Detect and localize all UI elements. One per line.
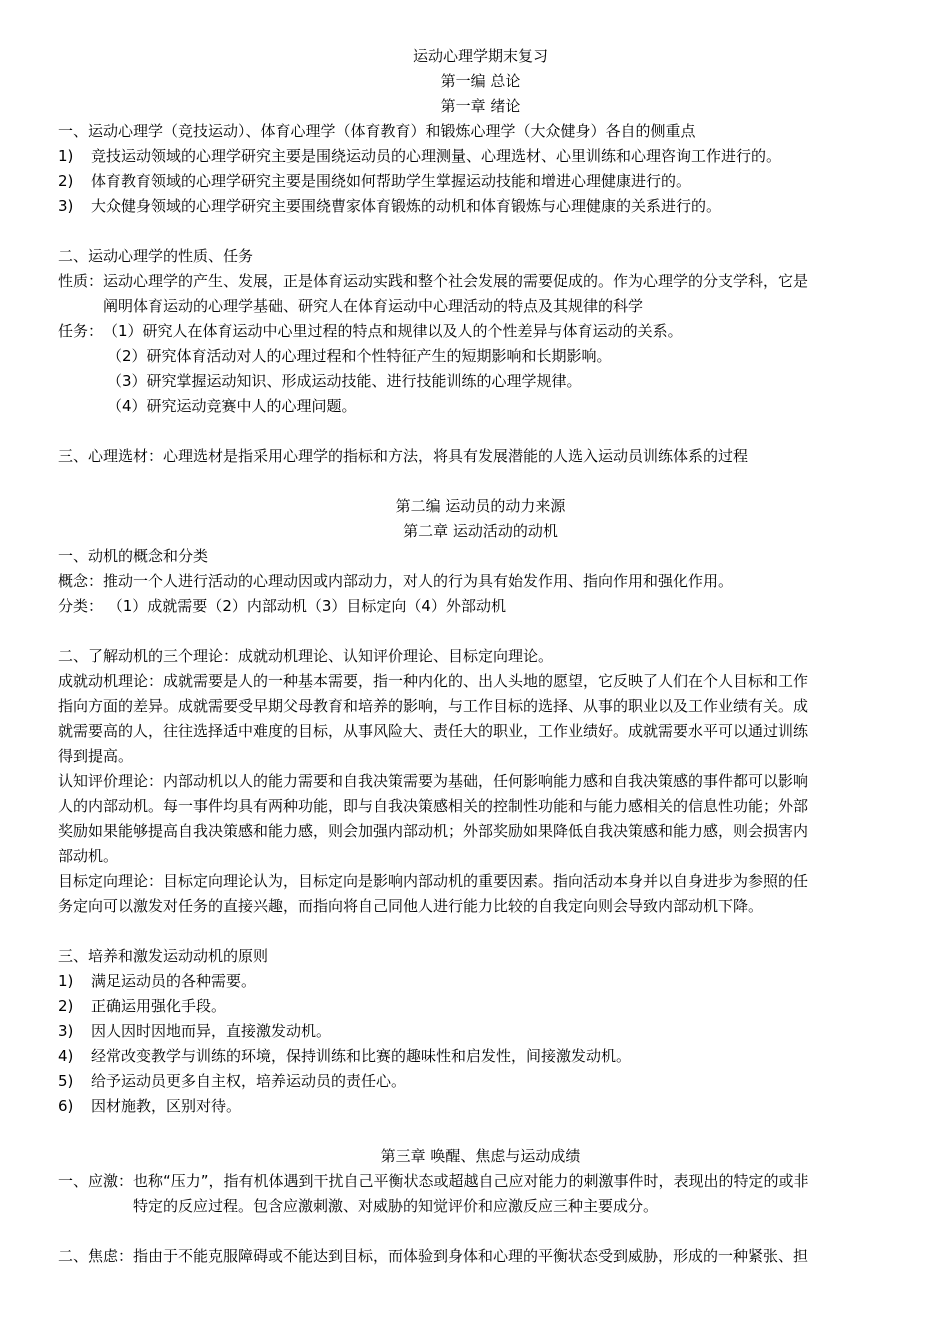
- list-number: 6): [58, 1097, 74, 1115]
- list-number: 2): [58, 997, 74, 1015]
- list-item: [58, 1094, 903, 1119]
- list-item: [58, 1069, 903, 1094]
- list-number: 3): [58, 197, 74, 215]
- list-number: 1): [58, 972, 74, 990]
- spacer: [58, 219, 903, 244]
- paragraph-line: 人的内部动机。每一事件均具有两种功能，即与自我决策感相关的控制性功能和与能力感相关的信息性功能；外部: [58, 797, 809, 815]
- concept-text: 概念：推动一个人进行活动的心理动因或内部动力，对人的行为具有始发作用、指向作用和强化作用。: [58, 572, 734, 590]
- chapter2-heading: 第二章 运动活动的动机: [403, 522, 558, 540]
- nature-line: 阐明体育运动的心理学基础、研究人在体育运动中心理活动的特点及其规律的科学: [103, 297, 644, 315]
- stress-line: 也称“压力”，指有机体遇到干扰自己平衡状态或超越自己应对能力的刺激事件时，表现出的特定的或非: [133, 1172, 809, 1190]
- list-number: 2): [58, 172, 74, 190]
- part1-heading: 第一编 总论: [440, 72, 521, 90]
- list-text: 竞技运动领域的心理学研究主要是围绕运动员的心理测量、心理选材、心里训练和心理咨询工作进行的。: [91, 147, 782, 165]
- task-item: （3）研究掌握运动知识、形成运动技能、进行技能训练的心理学规律。: [107, 372, 582, 390]
- document-content: [58, 44, 903, 1269]
- spacer: [58, 419, 903, 444]
- stress-line: 特定的反应过程。包含应激刺激、对威胁的知觉评价和应激反应三种主要成分。: [133, 1197, 659, 1215]
- paragraph-line: 成就动机理论：成就需要是人的一种基本需要，指一种内化的、出人头地的愿望，它反映了人们在个人目标和工作: [58, 672, 809, 690]
- spacer: [58, 619, 903, 644]
- list-item: [58, 194, 903, 219]
- paragraph-line: 部动机。: [58, 847, 119, 865]
- spacer: [58, 919, 903, 944]
- paragraph-line: 务定向可以激发对任务的直接兴趣，而指向将自己同他人进行能力比较的自我定向则会导致内部动机下降。: [58, 897, 764, 915]
- task-paragraph: [58, 319, 903, 344]
- document-title: 运动心理学期末复习: [412, 47, 548, 65]
- paragraph-line: 奖励如果能够提高自我决策感和能力感，则会加强内部动机；外部奖励如果降低自我决策感和能力感，则会损害内: [58, 822, 809, 840]
- anxiety-text: 二、焦虑：指由于不能克服障碍或不能达到目标，而体验到身体和心理的平衡状态受到威胁，形成的一种紧张、担: [58, 1247, 809, 1265]
- nature-line: 运动心理学的产生、发展，正是体育运动实践和整个社会发展的需要促成的。作为心理学的分支学科，它是: [103, 272, 809, 290]
- section-heading: 一、动机的概念和分类: [58, 547, 209, 565]
- nature-label: 性质：: [58, 272, 104, 290]
- list-text: 正确运用强化手段。: [91, 997, 227, 1015]
- list-number: 1): [58, 147, 74, 165]
- section-heading: 一、运动心理学（竞技运动）、体育心理学（体育教育）和锻炼心理学（大众健身）各自的侧重点: [58, 122, 696, 140]
- list-text: 因材施教，区别对待。: [91, 1097, 242, 1115]
- task-body: [103, 319, 903, 344]
- task-item: （4）研究运动竞赛中人的心理问题。: [107, 397, 357, 415]
- part2-heading: 第二编 运动员的动力来源: [395, 497, 566, 515]
- stress-label: 一、应激：: [58, 1172, 134, 1190]
- list-item: [58, 1019, 903, 1044]
- section-heading: 三、心理选材：心理选材是指采用心理学的指标和方法，将具有发展潜能的人选入运动员训练体系的过程: [58, 447, 749, 465]
- paragraph-line: 就需要高的人，往往选择适中难度的目标，从事风险大、责任大的职业，工作业绩好。成就需要水平可以通过训练: [58, 722, 809, 740]
- section-heading: 三、培养和激发运动动机的原则: [58, 947, 269, 965]
- list-text: 大众健身领域的心理学研究主要围绕曹家体育锻炼的动机和体育锻炼与心理健康的关系进行的。: [91, 197, 722, 215]
- list-text: 体育教育领域的心理学研究主要是围绕如何帮助学生掌握运动技能和增进心理健康进行的。: [91, 172, 692, 190]
- list-item: [58, 169, 903, 194]
- paragraph-line: 认知评价理论：内部动机以人的能力需要和自我决策需要为基础，任何影响能力感和自我决策感的事件都可以影响: [58, 772, 809, 790]
- list-item: [58, 1044, 903, 1069]
- list-number: 3): [58, 1022, 74, 1040]
- list-text: 满足运动员的各种需要。: [91, 972, 257, 990]
- list-item: [58, 969, 903, 994]
- section-heading: 二、了解动机的三个理论：成就动机理论、认知评价理论、目标定向理论。: [58, 647, 554, 665]
- task-label: 任务：: [58, 322, 104, 340]
- spacer: [58, 1219, 903, 1244]
- task-item: （1）研究人在体育运动中心里过程的特点和规律以及人的个性差异与体育运动的关系。: [103, 322, 683, 340]
- section-heading: 二、运动心理学的性质、任务: [58, 247, 254, 265]
- stress-paragraph: [58, 1169, 903, 1219]
- list-item: [58, 994, 903, 1019]
- list-item: [58, 144, 903, 169]
- chapter3-heading: 第三章 唤醒、焦虑与运动成绩: [380, 1147, 581, 1165]
- list-number: 5): [58, 1072, 74, 1090]
- list-text: 给予运动员更多自主权，培养运动员的责任心。: [91, 1072, 407, 1090]
- nature-body: [103, 269, 903, 319]
- task-item: （2）研究体育活动对人的心理过程和个性特征产生的短期影响和长期影响。: [107, 347, 612, 365]
- chapter1-heading: 第一章 绪论: [440, 97, 521, 115]
- list-text: 因人因时因地而异，直接激发动机。: [91, 1022, 332, 1040]
- spacer: [58, 469, 903, 494]
- nature-paragraph: [58, 269, 903, 319]
- list-text: 经常改变教学与训练的环境，保持训练和比赛的趣味性和启发性，间接激发动机。: [91, 1047, 632, 1065]
- stress-body: [133, 1169, 903, 1219]
- paragraph-line: 目标定向理论：目标定向理论认为，目标定向是影响内部动机的重要因素。指向活动本身并以自身进步为参照的任: [58, 872, 809, 890]
- paragraph-line: 指向方面的差异。成就需要受早期父母教育和培养的影响，与工作目标的选择、从事的职业以及工作业绩有关。成: [58, 697, 809, 715]
- spacer: [58, 1119, 903, 1144]
- classify-text: 分类： （1）成就需要（2）内部动机（3）目标定向（4）外部动机: [58, 597, 506, 615]
- list-number: 4): [58, 1047, 74, 1065]
- paragraph-line: 得到提高。: [58, 747, 134, 765]
